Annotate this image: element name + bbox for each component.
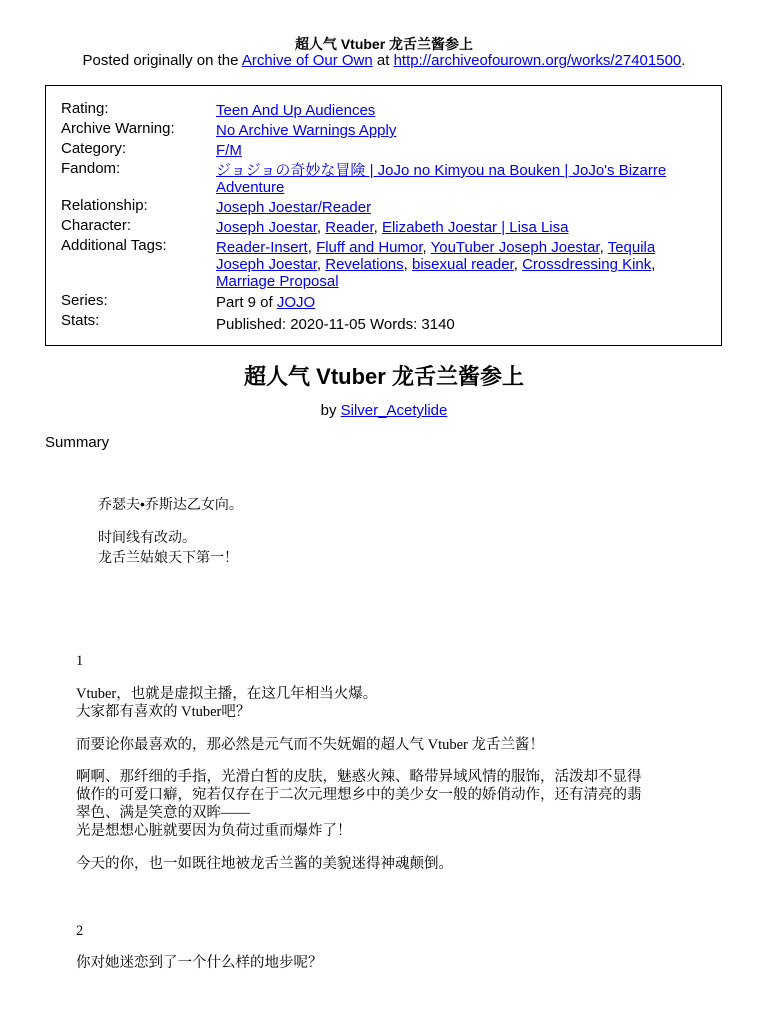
summary-paragraph: 乔瑟夫•乔斯达乙女向。 — [98, 496, 243, 512]
summary-paragraph — [98, 527, 243, 567]
fandom-label: Fandom: — [61, 160, 121, 177]
tag-link[interactable]: Fluff and Humor — [316, 239, 423, 256]
category-link[interactable]: F/M — [216, 142, 242, 159]
summary-text — [98, 494, 243, 580]
author-link[interactable]: Silver_Acetylide — [340, 402, 448, 419]
tag-link[interactable]: Marriage Proposal — [216, 273, 339, 290]
series-prefix: Part 9 of — [216, 294, 277, 311]
body-line: 翠色、满是笑意的双眸—— — [76, 805, 250, 821]
body-paragraph — [76, 685, 691, 721]
rating-link[interactable]: Teen And Up Audiences — [216, 102, 376, 119]
summary-line: 龙舌兰姑娘天下第一！ — [98, 549, 238, 565]
tag-link[interactable]: bisexual reader — [411, 256, 514, 273]
warning-label: Archive Warning: — [61, 120, 175, 137]
body-paragraph: 今天的你，也一如既往地被龙舌兰酱的美貌迷得神魂颠倒。 — [76, 856, 453, 872]
rating-label: Rating: — [61, 100, 109, 117]
tag-link[interactable]: Reader-Insert — [216, 239, 308, 256]
body-line: 大家都有喜欢的 Vtuber吧？ — [76, 704, 251, 720]
work-title: 超人气 Vtuber 龙舌兰酱参上 — [244, 364, 524, 389]
work-url-link[interactable]: http://archiveofourown.org/works/27401500 — [393, 52, 682, 69]
body-paragraph: 而要论你最喜欢的，那必然是元气而不失妩媚的超人气 Vtuber 龙舌兰酱！ — [76, 737, 545, 753]
work-metadata-box: Rating: Teen And Up Audiences Archive Warning: No Archive Warnings Apply Category: F/M Fandom: ジョジョの奇妙な冒険 | JoJo no Kimyou na Bouken | JoJo's Bizarre Adventure Relationship: Joseph Joestar/Reader Character: Joseph Joestar, Reader, Elizabeth Joestar | Lisa Lisa Additional Tags: Reader-Insert, Fluff and Humor, YouTuber Joseph Joestar, Tequila Joseph Joestar, Revelations, bisexual reader, Crossdressing Kink, Marriage Proposal Series: Part 9 of JOJO Stats: Published: 2020-11-05 Words: 3140 — [45, 85, 722, 346]
tag-link[interactable]: Revelations — [325, 256, 404, 273]
tags-label: Additional Tags: — [61, 237, 167, 254]
relationship-label: Relationship: — [61, 197, 148, 214]
document-header-title: 超人气 Vtuber 龙舌兰酱参上 — [294, 36, 474, 52]
body-line: 光是想想心脏就要因为负荷过重而爆炸了！ — [76, 823, 352, 839]
archive-link[interactable]: Archive of Our Own — [241, 52, 373, 69]
posted-originally-line — [0, 52, 768, 69]
series-label: Series: — [61, 292, 108, 309]
tag-link[interactable]: Crossdressing Kink — [522, 256, 652, 273]
relationship-link[interactable]: Joseph Joestar/Reader — [216, 199, 372, 216]
stats-value: Published: 2020-11-05 Words: 3140 — [216, 316, 455, 333]
byline — [0, 402, 768, 419]
posted-prefix: Posted originally on the — [82, 52, 242, 69]
body-line: 啊啊、那纤细的手指，光滑白皙的皮肤，魅惑火辣、略带异域风情的服饰，活泼却不显得 — [76, 769, 642, 785]
tag-link[interactable]: YouTuber Joseph Joestar — [430, 239, 600, 256]
character-link[interactable]: Reader — [325, 219, 374, 236]
summary-line: 时间线有改动。 — [98, 529, 196, 545]
body-paragraph — [76, 768, 691, 840]
body-line: Vtuber，也就是虚拟主播，在这几年相当火爆。 — [76, 686, 378, 702]
body-line: 做作的可爱口癖，宛若仅存在于二次元理想乡中的美少女一般的娇俏动作，还有清亮的翡 — [76, 787, 642, 803]
section-number: 2 — [76, 923, 84, 939]
stats-label: Stats: — [61, 312, 100, 329]
posted-suffix: . — [681, 52, 686, 69]
category-label: Category: — [61, 140, 127, 157]
body-paragraph: 你对她迷恋到了一个什么样的地步呢？ — [76, 955, 323, 971]
character-label: Character: — [61, 217, 132, 234]
character-link[interactable]: Elizabeth Joestar | Lisa Lisa — [381, 219, 569, 236]
fandom-link[interactable]: ジョジョの奇妙な冒険 | JoJo no Kimyou na Bouken | JoJo's Bizarre Adventure — [216, 162, 667, 196]
summary-heading: Summary — [45, 434, 110, 451]
character-link[interactable]: Joseph Joestar — [216, 219, 317, 236]
section-number: 1 — [76, 653, 84, 669]
warning-link[interactable]: No Archive Warnings Apply — [216, 122, 397, 139]
by-prefix: by — [320, 402, 341, 419]
series-link[interactable]: JOJO — [276, 294, 316, 311]
tag-link[interactable]: Tequila Joseph Joestar — [216, 239, 656, 273]
posted-at: at — [372, 52, 394, 69]
